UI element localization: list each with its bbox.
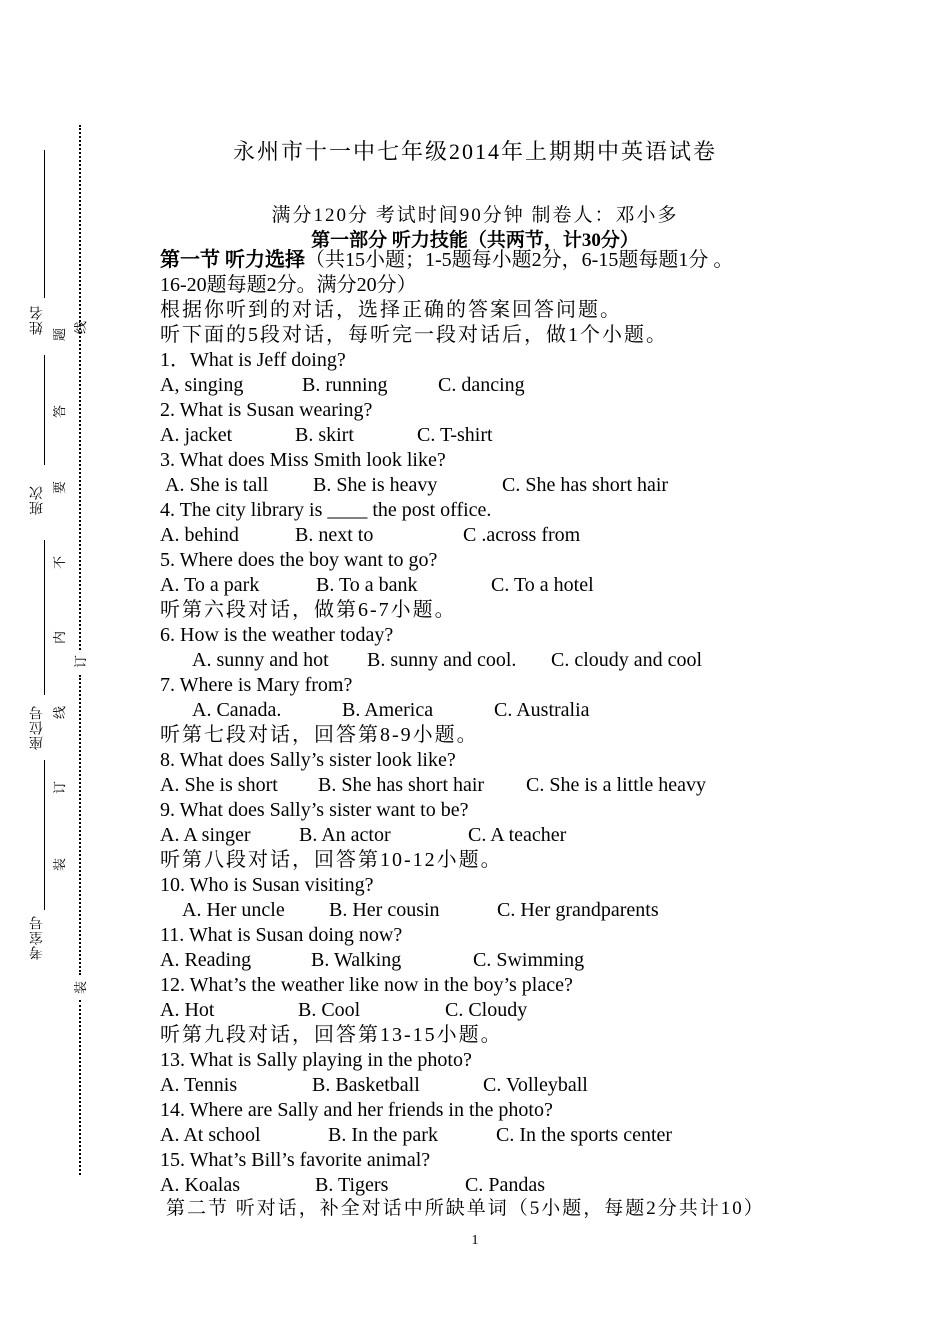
margin-binding-char: 线 bbox=[74, 320, 90, 335]
question-14: 14. Where are Sally and her friends in the photo? bbox=[160, 1099, 553, 1121]
margin-binding-char: 订 bbox=[53, 780, 69, 795]
section-instruction: 听第七段对话，回答第8-9小题。 bbox=[160, 724, 479, 746]
option-c: C. T-shirt bbox=[417, 424, 493, 446]
option-c: C. Swimming bbox=[473, 949, 585, 971]
question-13-options bbox=[160, 1073, 588, 1098]
question-11: 11. What is Susan doing now? bbox=[160, 924, 403, 946]
option-b: B. In the park bbox=[328, 1124, 438, 1146]
section1-instruction: 听下面的5段对话，每听完一段对话后，做1个小题。 bbox=[160, 324, 668, 346]
question-13: 13. What is Sally playing in the photo? bbox=[160, 1049, 472, 1071]
question-9: 9. What does Sally’s sister want to be? bbox=[160, 799, 469, 821]
margin-notice-char: 答 bbox=[53, 404, 69, 419]
option-a: A. Her uncle bbox=[182, 899, 285, 921]
class-blank-line bbox=[44, 355, 45, 465]
page-number: 1 bbox=[471, 1233, 479, 1248]
margin-label-room: 考室号 bbox=[29, 915, 45, 960]
option-b: B. next to bbox=[295, 524, 374, 546]
question-7: 7. Where is Mary from? bbox=[160, 674, 353, 696]
option-b: B. To a bank bbox=[316, 574, 418, 596]
option-a: A. She is tall bbox=[165, 474, 269, 496]
question-5-options bbox=[160, 573, 594, 598]
option-c: C. In the sports center bbox=[496, 1124, 673, 1146]
exam-info: 满分120分 考试时间90分钟 制卷人：邓小多 bbox=[271, 205, 679, 226]
option-a: A. behind bbox=[160, 524, 239, 546]
margin-label-name: 姓名 bbox=[29, 305, 45, 335]
question-1-options bbox=[160, 373, 525, 398]
option-b: B. Cool bbox=[298, 999, 361, 1021]
option-a: A. At school bbox=[160, 1124, 261, 1146]
section2-heading: 第二节 听对话，补全对话中所缺单词（5小题，每题2分共计10） bbox=[166, 1198, 765, 1219]
option-c: C. Pandas bbox=[465, 1174, 545, 1196]
question-15-options bbox=[160, 1173, 545, 1198]
option-c: C. She has short hair bbox=[502, 474, 669, 496]
option-a: A, singing bbox=[160, 374, 244, 396]
question-14-options bbox=[160, 1123, 672, 1148]
option-b: B. skirt bbox=[295, 424, 354, 446]
option-c: C. She is a little heavy bbox=[526, 774, 706, 796]
option-c: C. Cloudy bbox=[445, 999, 528, 1021]
margin-label-class: 班次 bbox=[29, 485, 45, 515]
question-2: 2. What is Susan wearing? bbox=[160, 399, 373, 421]
question-6-options bbox=[192, 648, 702, 673]
question-2-options bbox=[160, 423, 493, 448]
binding-dotted-line-bottom bbox=[79, 1000, 81, 1175]
section1-heading bbox=[160, 248, 733, 273]
question-12: 12. What’s the weather like now in the boy’s place? bbox=[160, 974, 573, 996]
option-c: C. Australia bbox=[494, 699, 590, 721]
option-a: A. jacket bbox=[160, 424, 233, 446]
question-10-options bbox=[182, 898, 659, 923]
option-b: B. She has short hair bbox=[318, 774, 485, 796]
part1-heading: 第一部分 听力技能（共两节，计30分） bbox=[311, 230, 639, 251]
margin-notice-char: 不 bbox=[53, 555, 69, 570]
section-instruction: 听第八段对话，回答第10-12小题。 bbox=[160, 849, 503, 871]
question-12-options bbox=[160, 998, 527, 1023]
question-15: 15. What’s Bill’s favorite animal? bbox=[160, 1149, 431, 1171]
margin-notice-char: 题 bbox=[53, 327, 69, 342]
option-c: C. A teacher bbox=[468, 824, 567, 846]
question-7-options bbox=[192, 698, 590, 723]
section1-instruction: 根据你听到的对话，选择正确的答案回答问题。 bbox=[160, 299, 622, 321]
option-b: B. She is heavy bbox=[313, 474, 438, 496]
option-a: A. Reading bbox=[160, 949, 252, 971]
option-b: B. An actor bbox=[299, 824, 391, 846]
question-4: 4. The city library is ____ the post office. bbox=[160, 499, 492, 521]
margin-binding-char: 装 bbox=[74, 980, 90, 995]
margin-label-seat: 座位号 bbox=[29, 705, 45, 750]
option-a: A. Tennis bbox=[160, 1074, 238, 1096]
option-a: A. Hot bbox=[160, 999, 215, 1021]
question-11-options bbox=[160, 948, 584, 973]
option-b: B. Her cousin bbox=[329, 899, 440, 921]
class-blank-line-2 bbox=[44, 540, 45, 695]
option-c: C. Volleyball bbox=[483, 1074, 588, 1096]
question-4-options bbox=[160, 523, 580, 548]
margin-notice-char: 要 bbox=[53, 480, 69, 495]
question-1: 1．What is Jeff doing? bbox=[160, 349, 346, 371]
question-6: 6. How is the weather today? bbox=[160, 624, 394, 646]
exam-title: 永州市十一中七年级2014年上期期中英语试卷 bbox=[232, 139, 717, 164]
question-3-options bbox=[165, 473, 668, 498]
margin-binding-char: 装 bbox=[53, 857, 69, 872]
option-a: A. Koalas bbox=[160, 1174, 240, 1196]
question-8: 8. What does Sally’s sister look like? bbox=[160, 749, 456, 771]
question-9-options bbox=[160, 823, 566, 848]
option-b: B. Walking bbox=[311, 949, 402, 971]
option-a: A. Canada. bbox=[192, 699, 282, 721]
option-c: C. To a hotel bbox=[491, 574, 594, 596]
question-8-options bbox=[160, 773, 706, 798]
section-instruction: 听第六段对话，做第6-7小题。 bbox=[160, 599, 457, 621]
question-10: 10. Who is Susan visiting? bbox=[160, 874, 374, 896]
option-a: A. To a park bbox=[160, 574, 260, 596]
option-b: B. Basketball bbox=[312, 1074, 420, 1096]
margin-notice-char: 线 bbox=[53, 705, 69, 720]
option-b: B. America bbox=[342, 699, 434, 721]
section1-heading-bold: 第一节 听力选择 bbox=[160, 249, 305, 271]
option-c: C. Her grandparents bbox=[497, 899, 659, 921]
option-b: B. running bbox=[302, 374, 388, 396]
question-3: 3. What does Miss Smith look like? bbox=[160, 449, 446, 471]
option-c: C. cloudy and cool bbox=[551, 649, 703, 671]
section1-heading-rest: （共15小题；1-5题每小题2分，6-15题每题1分 。 bbox=[305, 249, 734, 271]
margin-binding-char: 订 bbox=[74, 654, 90, 669]
question-5: 5. Where does the boy want to go? bbox=[160, 549, 438, 571]
option-c: C .across from bbox=[463, 524, 581, 546]
option-c: C. dancing bbox=[438, 374, 525, 396]
option-a: A. sunny and hot bbox=[192, 649, 329, 671]
room-blank-line bbox=[44, 760, 45, 910]
binding-dotted-line-mid bbox=[79, 675, 81, 975]
margin-notice-char: 内 bbox=[53, 630, 69, 645]
option-b: B. Tigers bbox=[315, 1174, 389, 1196]
section1-heading-line2: 16-20题每题2分。满分20分） bbox=[160, 274, 417, 296]
option-a: A. She is short bbox=[160, 774, 278, 796]
option-a: A. A singer bbox=[160, 824, 251, 846]
section-instruction: 听第九段对话，回答第13-15小题。 bbox=[160, 1024, 503, 1046]
option-b: B. sunny and cool. bbox=[367, 649, 517, 671]
